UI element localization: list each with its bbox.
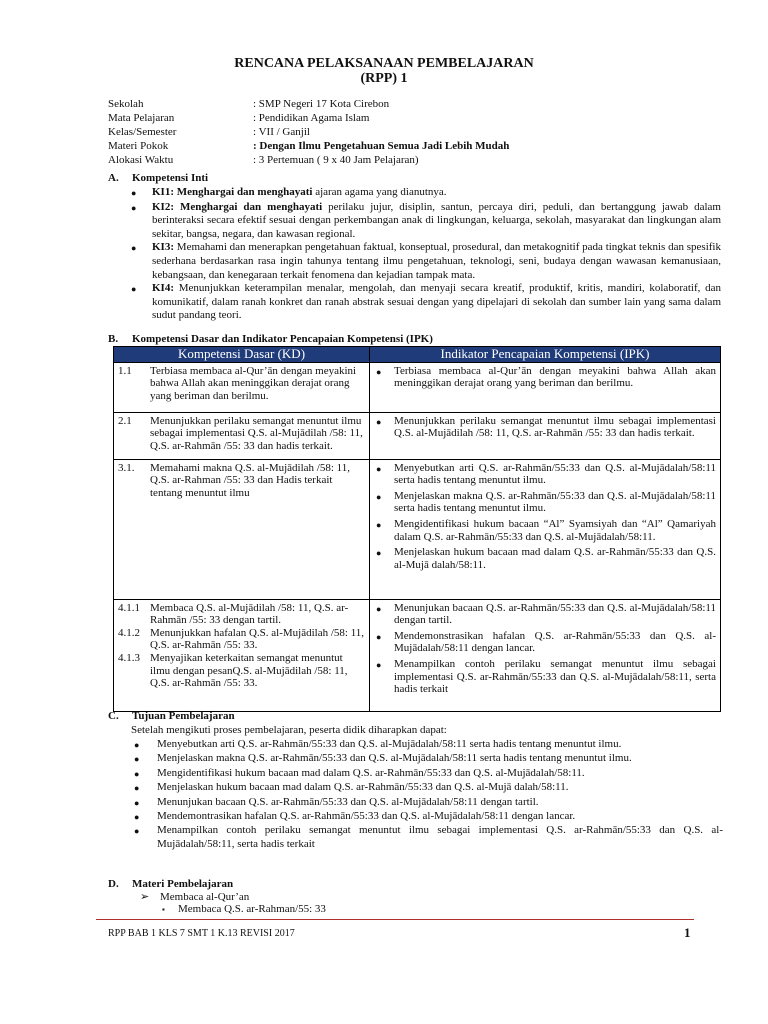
list-item: [131, 796, 723, 810]
section-title: Kompetensi Inti: [132, 172, 209, 184]
page-number: 1: [684, 925, 691, 940]
identity-block: [108, 97, 509, 167]
bullet-icon: ●: [134, 826, 140, 837]
arrow-icon: ➢: [140, 891, 150, 903]
section-letter: B.: [108, 333, 119, 345]
bullet-icon: ●: [131, 188, 137, 198]
kd-text: Memahami makna Q.S. al-Mujādilah /58: 11, Q.S. ar-Rahman /55: 33 dan Hadis terkait tentang menuntut ilmu: [150, 461, 350, 499]
list-item: [131, 810, 723, 824]
col-header-ipk: Indikator Pencapaian Kompetensi (IPK): [370, 347, 721, 363]
ipk-cell: [370, 412, 721, 459]
kd-item: [118, 462, 365, 500]
ki-item: [131, 282, 721, 323]
table-header-row: [114, 347, 721, 363]
kd-number: 4.1.2: [118, 626, 140, 639]
doc-title: RENCANA PELAKSANAAN PEMBELAJARAN: [234, 56, 534, 71]
kd-number: 4.1.1: [118, 601, 140, 614]
tujuan-text: Menampilkan contoh perilaku semangat menuntut ilmu sebagai implementasi Q.S. ar-Rahmān/55:33 dan Q.S. al-Mujādalah/58:11, serta hadis terkait: [157, 824, 723, 850]
kd-ipk-table: [113, 346, 721, 712]
bullet-icon: ●: [134, 812, 140, 823]
ki-text: Memahami dan menerapkan pengetahuan faktual, konseptual, prosedural, dan metakognitif pada tingkat teknis dan spesifik sederhana berdasarkan rasa ingin tahunya tentang ilmu pengetahuan, teknologi, seni, budaya dengan wawasan kemanusiaan, kebangsaan, dan kenegaraan terkait fenomena dan kejadian tampak mata.: [152, 241, 721, 281]
tujuan-intro: Setelah mengikuti proses pembelajaran, peserta didik diharapkan dapat:: [131, 724, 447, 736]
tujuan-text: Menjelaskan hukum bacaan mad dalam Q.S. ar-Rahmān/55:33 dan Q.S. al-Mujā dalah/58:11.: [157, 781, 569, 794]
ki-item: [131, 201, 721, 242]
bullet-icon: ●: [376, 416, 382, 427]
section-c-heading: [108, 710, 235, 722]
ipk-item: [374, 415, 716, 440]
bullet-icon: ●: [134, 797, 140, 808]
kd-cell: [114, 459, 370, 599]
ipk-item: [374, 630, 716, 655]
ki-head: KI2: Menghargai dan menghayati: [152, 200, 323, 213]
bullet-icon: ●: [131, 202, 137, 213]
kd-text: Terbiasa membaca al-Qur’ān dengan meyakini bahwa Allah akan meninggikan derajat orang yang beriman dan berilmu.: [150, 364, 357, 402]
ipk-item: [374, 602, 716, 627]
bullet-icon: ●: [376, 548, 382, 559]
table-row: [114, 412, 721, 459]
col-header-kd: Kompetensi Dasar (KD): [114, 347, 370, 363]
tujuan-text: Menyebutkan arti Q.S. ar-Rahmān/55:33 dan Q.S. al-Mujādalah/58:11 serta hadis tentang menuntut ilmu.: [157, 738, 622, 750]
ki-item: [131, 186, 721, 201]
bullet-icon: ●: [376, 366, 382, 377]
info-row-kelas: [108, 125, 509, 139]
ipk-item: [374, 365, 716, 390]
section-title: Materi Pembelajaran: [132, 878, 234, 890]
list-item: [131, 824, 723, 851]
kd-number: 3.1.: [118, 461, 135, 474]
section-letter: D.: [108, 878, 119, 890]
info-row-materi: [108, 139, 509, 153]
kd-text: Menunjukkan hafalan Q.S. al-Mujādilah /58: 11, Q.S. ar-Rahmān /55: 33.: [150, 626, 365, 652]
section-a-heading: [108, 172, 208, 184]
section-b-heading: [108, 333, 433, 345]
info-value: : 3 Pertemuan ( 9 x 40 Jam Pelajaran): [253, 154, 419, 166]
materi-item: [140, 890, 249, 903]
info-value: : Pendidikan Agama Islam: [253, 112, 370, 124]
tujuan-text: Mendemontrasikan hafalan Q.S. ar-Rahmān/55:33 dan Q.S. al-Mujādalah/58:11 dengan lancar.: [157, 810, 576, 823]
kd-item: [118, 627, 365, 652]
ipk-cell: [370, 459, 721, 599]
section-title: Kompetensi Dasar dan Indikator Pencapaian Kompetensi (IPK): [132, 333, 433, 345]
tujuan-text: Menjelaskan makna Q.S. ar-Rahmān/55:33 dan Q.S. al-Mujādalah/58:11 serta hadis tentang menuntut ilmu.: [157, 752, 632, 765]
bullet-icon: ●: [376, 603, 382, 614]
kd-item: [118, 652, 365, 690]
bullet-icon: ●: [134, 768, 140, 779]
ipk-cell: [370, 599, 721, 711]
info-value: : SMP Negeri 17 Kota Cirebon: [253, 98, 390, 110]
footer-label: RPP BAB 1 KLS 7 SMT 1 K.13 REVISI 2017: [108, 928, 295, 939]
ki-text: perilaku jujur, disiplin, santun, percaya diri, peduli, dan bertanggung jawab dalam berinteraksi secara efektif sesuai dengan perkembangan anak di lingkungan, keluarga, sekolah, masyarakat dan lingkungan alam sekitar, bangsa, negara, dan kawasan regional.: [152, 200, 721, 240]
section-letter: C.: [108, 710, 119, 722]
bullet-icon: ▪: [162, 905, 165, 914]
info-value: : VII / Ganjil: [253, 126, 310, 138]
table-row: [114, 362, 721, 412]
tujuan-text: Menunjukan bacaan Q.S. ar-Rahmān/55:33 dan Q.S. al-Mujādalah/58:11 dengan tartil.: [157, 795, 539, 808]
info-label: Kelas/Semester: [108, 126, 177, 138]
info-label: Alokasi Waktu: [108, 154, 174, 166]
list-item: [131, 738, 723, 752]
ipk-item: [374, 518, 716, 543]
materi-text: Membaca al-Qur’an: [160, 891, 250, 903]
info-value: : Dengan Ilmu Pengetahuan Semua Jadi Lebih Mudah: [253, 140, 510, 152]
ipk-text: Menampilkan contoh perilaku semangat menuntut ilmu sebagai implementasi Q.S. ar-Rahmān/55:33 dan Q.S. al-Mujādalah/58:11, serta hadis terkait: [394, 657, 716, 696]
kd-number: 1.1: [118, 364, 132, 377]
ipk-text: Menunjukkan perilaku semangat menuntut ilmu sebagai implementasi Q.S. al-Mujādilah /58: 11, Q.S. ar-Rahmān /55: 33 dan hadis terkait.: [394, 414, 716, 440]
ki-text: Menunjukkan keterampilan menalar, mengolah, dan menyaji secara kreatif, produktif, kritis, mandiri, kolaboratif, dan komunikatif, dalam ranah konkret dan ranah abstrak sesuai dengan yang dipelajari di sekolah dan sumber lain yang sama dalam sudut pandang teori.: [152, 282, 721, 322]
kd-number: 4.1.3: [118, 651, 140, 664]
kd-number: 2.1: [118, 414, 132, 427]
ipk-item: [374, 546, 716, 571]
ki-head: KI1: Menghargai dan menghayati: [152, 186, 313, 198]
ipk-item: [374, 490, 716, 515]
kd-cell: [114, 412, 370, 459]
tujuan-list: [131, 738, 723, 851]
bullet-icon: ●: [376, 491, 382, 502]
doc-subtitle: (RPP) 1: [360, 71, 408, 86]
info-row-alokasi: [108, 153, 509, 167]
bullet-icon: ●: [376, 519, 382, 530]
info-row-mapel: [108, 111, 509, 125]
kd-item: [118, 415, 365, 453]
bullet-icon: ●: [131, 243, 137, 254]
bullet-icon: ●: [134, 740, 140, 750]
section-d-heading: [108, 878, 233, 890]
section-letter: A.: [108, 172, 119, 184]
ipk-text: Terbiasa membaca al-Qur’ān dengan meyakini bahwa Allah akan meninggikan derajat orang yang beriman dan berilmu.: [394, 364, 716, 390]
ipk-text: Mengidentifikasi hukum bacaan “Al” Syamsiyah dan “Al” Qamariyah dalam Q.S. ar-Rahmān/55:33 dan Q.S. al-Mujādalah/58:11.: [394, 517, 716, 543]
ki-list: [131, 186, 721, 323]
bullet-icon: ●: [134, 754, 140, 765]
footer-divider: [96, 919, 694, 920]
ipk-cell: [370, 362, 721, 412]
table-row: [114, 599, 721, 711]
bullet-icon: ●: [376, 463, 382, 474]
ki-head: KI3:: [152, 241, 174, 254]
info-row-sekolah: [108, 97, 509, 111]
kd-text: Membaca Q.S. al-Mujādilah /58: 11, Q.S. ar-Rahmān /55: 33 dengan tartil.: [150, 601, 349, 627]
materi-subtext: Membaca Q.S. ar-Rahman/55: 33: [178, 903, 326, 915]
ipk-text: Mendemonstrasikan hafalan Q.S. ar-Rahmān/55:33 dan Q.S. al-Mujādalah/58:11 dengan lancar.: [394, 629, 716, 655]
kd-text: Menyajikan keterkaitan semangat menuntut ilmu dengan pesanQ.S. al-Mujādilah /58: 11, Q.S. ar-Rahmān /55: 33.: [150, 651, 348, 690]
ipk-text: Menyebutkan arti Q.S. ar-Rahmān/55:33 dan Q.S. al-Mujādalah/58:11 serta hadis tentang menuntut ilmu.: [394, 461, 716, 487]
list-item: [131, 781, 723, 795]
list-item: [131, 767, 723, 781]
ki-item: [131, 241, 721, 282]
ipk-item: [374, 658, 716, 696]
ipk-text: Menjelaskan hukum bacaan mad dalam Q.S. ar-Rahmān/55:33 dan Q.S. al-Mujā dalah/58:11.: [394, 546, 716, 571]
ki-text: ajaran agama yang dianutnya.: [312, 186, 447, 198]
info-label: Sekolah: [108, 98, 144, 110]
list-item: [131, 752, 723, 766]
bullet-icon: ●: [376, 659, 382, 670]
materi-subitem: [162, 903, 326, 915]
bullet-icon: ●: [376, 631, 382, 642]
info-label: Mata Pelajaran: [108, 112, 175, 124]
ki-head: KI4:: [152, 282, 174, 295]
kd-text: Menunjukkan perilaku semangat menuntut ilmu sebagai implementasi Q.S. al-Mujādilah /58: 11, Q.S. ar-Rahmān /55: 33 dan hadis terkait.: [150, 414, 363, 452]
ipk-text: Menjelaskan makna Q.S. ar-Rahmān/55:33 dan Q.S. al-Mujādalah/58:11 serta hadis tentang menuntut ilmu.: [394, 489, 716, 515]
kd-item: [118, 365, 365, 403]
kd-item: [118, 602, 365, 627]
bullet-icon: ●: [134, 783, 140, 794]
table-row: [114, 459, 721, 599]
info-label: Materi Pokok: [108, 140, 169, 152]
section-title: Tujuan Pembelajaran: [132, 710, 235, 722]
kd-cell: [114, 599, 370, 711]
kd-cell: [114, 362, 370, 412]
ipk-item: [374, 462, 716, 487]
ipk-text: Menunjukan bacaan Q.S. ar-Rahmān/55:33 dan Q.S. al-Mujādalah/58:11 dengan tartil.: [394, 601, 716, 627]
bullet-icon: ●: [131, 284, 137, 295]
tujuan-text: Mengidentifikasi hukum bacaan mad dalam Q.S. ar-Rahmān/55:33 dan Q.S. al-Mujādalah/58:11.: [157, 766, 585, 779]
